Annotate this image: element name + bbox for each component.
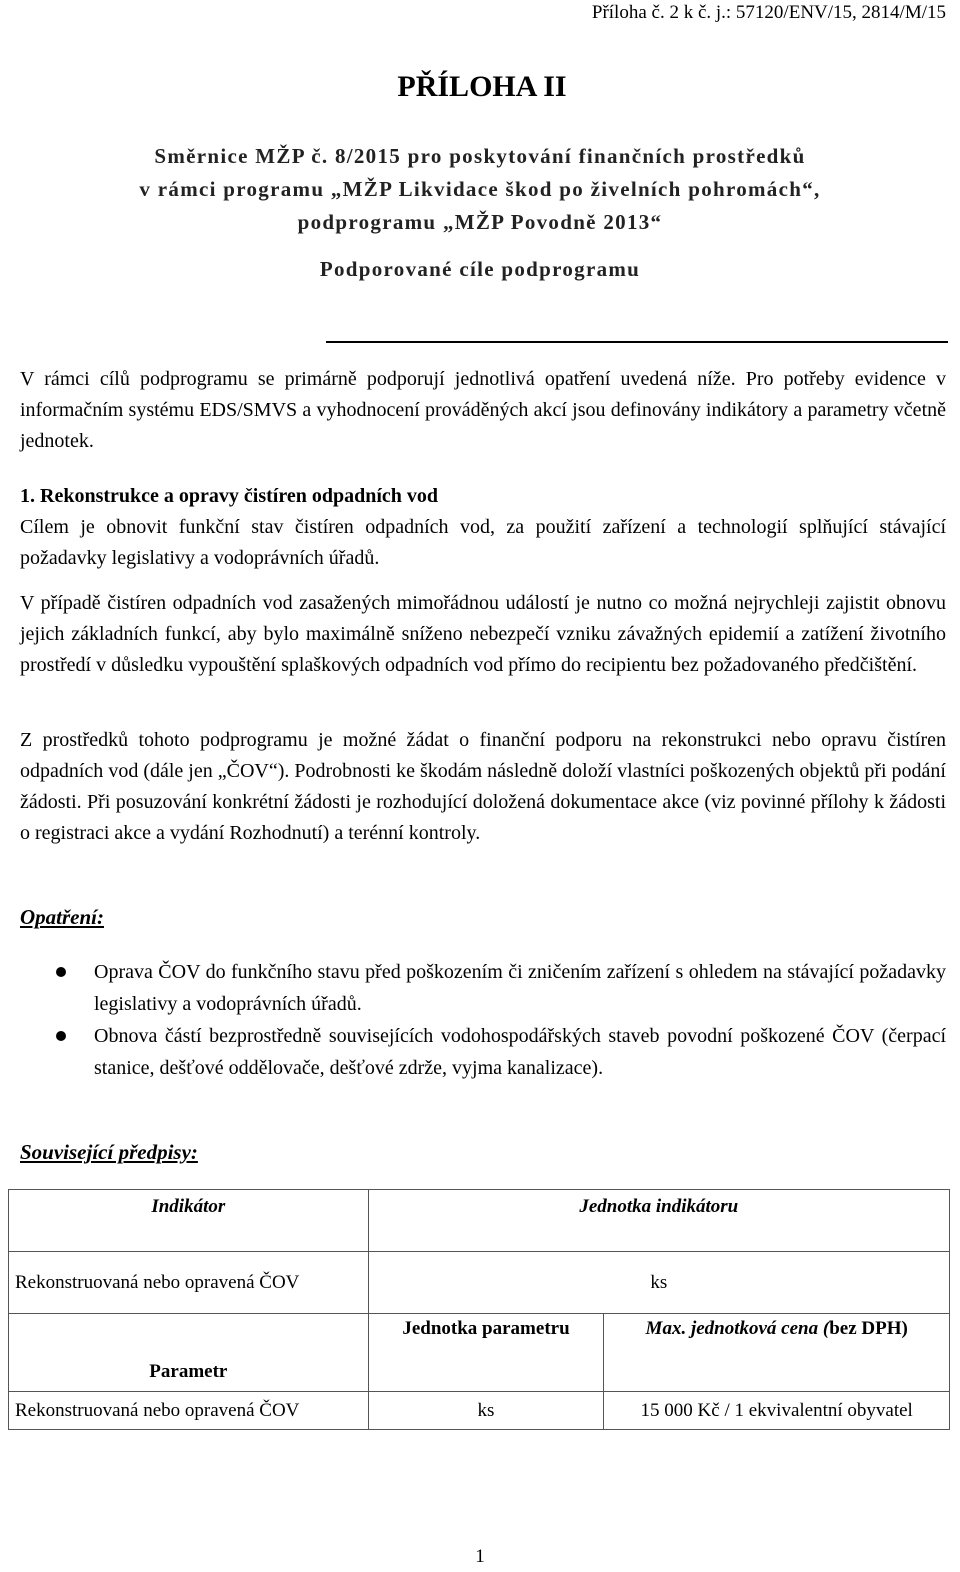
table-row bbox=[9, 1392, 950, 1430]
list-item bbox=[20, 956, 946, 1020]
table-row bbox=[9, 1252, 950, 1314]
intro-paragraph: V rámci cílů podprogramu se primárně podporují jednotlivá opatření uvedená níže. Pro potřeby evidence v informačním systému EDS/SMVS a vyhodnocení prováděných akcí jsou definovány indikátory a parametry včetně jednotek. bbox=[20, 368, 946, 452]
section-1-text: Cílem je obnovit funkční stav čistíren odpadních vod, za použití zařízení a technologií splňující stávající požadavky legislativy a vodoprávních úřadů. bbox=[20, 516, 946, 569]
paragraph-funding: Z prostředků tohoto podprogramu je možné žádat o finanční podporu na rekonstrukci nebo opravu čistíren odpadních vod (dále jen „ČOV“). Podrobnosti ke škodám následně doloží vlastníci poškozených objektů při podání žádosti. Při posuzování konkrétní žádosti je rozhodující doložená dokumentace akce (viz povinné přílohy k žádosti o registraci akce a vydání Rozhodnutí) a terénní kontroly. bbox=[20, 729, 946, 844]
section-1-heading: 1. Rekonstrukce a opravy čistíren odpadních vod bbox=[20, 485, 439, 507]
opatreni-list bbox=[20, 956, 946, 1084]
directive-subtitle bbox=[0, 140, 960, 239]
indikator-unit-cell: ks bbox=[368, 1252, 949, 1314]
list-item-text: Oprava ČOV do funkčního stavu před poškozením či zničením zařízení s ohledem na stávající požadavky legislativy a vodoprávních úřadů. bbox=[94, 961, 946, 1015]
bullet-icon bbox=[56, 967, 66, 977]
indikator-name-cell: Rekonstruovaná nebo opravená ČOV bbox=[9, 1252, 369, 1314]
max-cena-header-italic: Max. jednotková cena ( bbox=[645, 1318, 830, 1339]
page-number: 1 bbox=[475, 1546, 485, 1567]
indikator-header: Indikátor bbox=[9, 1190, 369, 1252]
parametr-header: Parametr bbox=[9, 1314, 369, 1392]
bullet-icon bbox=[56, 1031, 66, 1041]
list-item bbox=[20, 1020, 946, 1084]
section-heading: Podporované cíle podprogramu bbox=[319, 257, 641, 281]
jednotka-indikatoru-header: Jednotka indikátoru bbox=[368, 1190, 949, 1252]
opatreni-label: Opatření: bbox=[20, 905, 104, 929]
max-cena-header-end: ) bbox=[901, 1318, 908, 1339]
horizontal-divider bbox=[326, 341, 948, 343]
paragraph-emergency: V případě čistíren odpadních vod zasažených mimořádnou událostí je nutno co možná nejrychleji zajistit obnovu jejich základních funkcí, aby bylo maximálně sníženo nebezpečí vzniku závažných epidemií a zatížení životního prostředí v důsledku vypouštění splaškových odpadních vod přímo do recipientu bez požadovaného předčištění. bbox=[20, 592, 946, 676]
table-row bbox=[9, 1190, 950, 1252]
max-cena-header-normal: bez DPH bbox=[829, 1318, 902, 1339]
document-reference: Příloha č. 2 k č. j.: 57120/ENV/15, 2814/M/15 bbox=[591, 2, 946, 23]
subtitle-line: v rámci programu „MŽP Likvidace škod po živelních pohromách“, bbox=[139, 177, 821, 201]
list-item-text: Obnova částí bezprostředně souvisejících vodohospodářských staveb povodní poškozené ČOV (čerpací stanice, dešťové oddělovače, dešťové zdrže, vyjma kanalizace). bbox=[94, 1025, 946, 1079]
parametr-price-cell: 15 000 Kč / 1 ekvivalentní obyvatel bbox=[604, 1392, 950, 1430]
max-cena-header bbox=[604, 1314, 950, 1392]
page-title: PŘÍLOHA II bbox=[397, 70, 567, 103]
parametr-unit-cell: ks bbox=[368, 1392, 604, 1430]
jednotka-parametru-header: Jednotka parametru bbox=[368, 1314, 604, 1392]
souvisejici-predpisy-label: Související předpisy: bbox=[20, 1140, 198, 1164]
section-1 bbox=[20, 481, 946, 574]
table-row bbox=[9, 1314, 950, 1392]
parametr-name-cell: Rekonstruovaná nebo opravená ČOV bbox=[9, 1392, 369, 1430]
subtitle-line: Směrnice MŽP č. 8/2015 pro poskytování finančních prostředků bbox=[154, 144, 806, 168]
subtitle-line: podprogramu „MŽP Povodně 2013“ bbox=[297, 210, 663, 234]
indicator-table bbox=[8, 1189, 950, 1430]
